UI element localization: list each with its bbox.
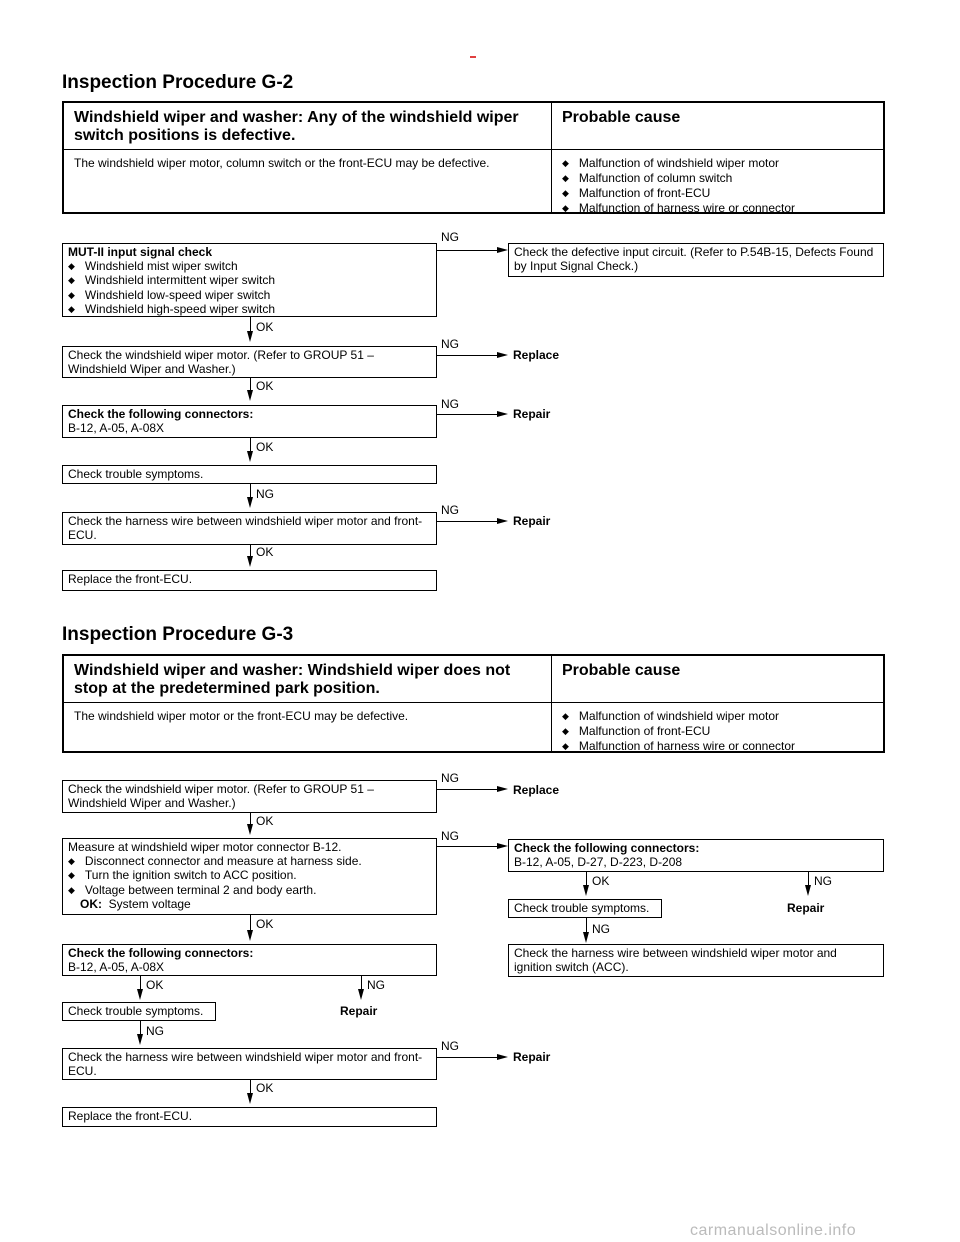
step-title: Check the following connectors: (68, 407, 254, 421)
cause-item: ◆ Malfunction of front-ECU (562, 724, 873, 739)
arrow-down-icon (583, 885, 589, 896)
step-title: MUT-II input signal check (68, 245, 213, 259)
g2-step-connectors (62, 405, 437, 438)
ok-criterion-label: OK: (80, 897, 102, 911)
arrow-down-icon (247, 451, 253, 462)
ng-label: NG (814, 874, 832, 888)
arrow-right-icon (497, 843, 508, 849)
g3-right-harness: Check the harness wire between windshield wiper motor and ignition switch (ACC). (508, 944, 884, 977)
ok-label: OK (256, 1081, 274, 1095)
action-repair: Repair (513, 407, 551, 421)
connector-line (250, 317, 251, 331)
g2-table (62, 101, 885, 214)
connector-line (437, 250, 497, 251)
g3-table (62, 654, 885, 753)
connector-line (250, 1080, 251, 1093)
action-replace: Replace (513, 348, 560, 362)
g3-right-trouble-symptoms: Check trouble symptoms. (508, 899, 662, 918)
ok-label: OK (256, 379, 274, 393)
action-repair: Repair (513, 1050, 551, 1064)
g3-symptom-header: Windshield wiper and washer: Windshield wiper does not stop at the predetermined park position. (64, 656, 552, 702)
ng-label: NG (592, 922, 610, 936)
g2-step-harness: Check the harness wire between windshield wiper motor and front-ECU. (62, 512, 437, 545)
check-item: ◆ Windshield low-speed wiper switch (68, 289, 431, 304)
ok-criterion-value: System voltage (108, 897, 191, 911)
step-title: Measure at windshield wiper motor connector B-12. (68, 840, 342, 854)
g3-cause-header: Probable cause (562, 662, 681, 679)
action-replace: Replace (513, 783, 560, 797)
section-title-g2: Inspection Procedure G-2 (62, 72, 294, 93)
cause-item: ◆ Malfunction of windshield wiper motor (562, 709, 873, 724)
arrow-down-icon (247, 497, 253, 508)
step-title: Check the following connectors: (68, 946, 254, 960)
g2-cause-header: Probable cause (562, 109, 681, 126)
connector-list: B-12, A-05, A-08X (68, 959, 165, 974)
connector-line (140, 1021, 141, 1034)
arrow-down-icon (247, 390, 253, 401)
ok-label: OK (146, 978, 164, 992)
header-mark (470, 56, 476, 58)
cause-item: ◆ Malfunction of windshield wiper motor (562, 156, 873, 171)
connector-line (586, 872, 587, 885)
ng-label: NG (441, 397, 459, 411)
arrow-down-icon (247, 556, 253, 567)
arrow-right-icon (497, 411, 508, 417)
arrow-down-icon (137, 1034, 143, 1045)
connector-list: B-12, A-05, D-27, D-223, D-208 (514, 854, 683, 869)
connector-line (250, 378, 251, 390)
ok-label: OK (256, 320, 274, 334)
ok-label: OK (256, 814, 274, 828)
g3-symptom-description: The windshield wiper motor or the front-ECU may be defective. (64, 703, 552, 753)
g3-step-wiper-motor: Check the windshield wiper motor. (Refer to GROUP 51 – Windshield Wiper and Washer.) (62, 780, 437, 813)
arrow-right-icon (497, 1054, 508, 1060)
check-item: ◆ Windshield high-speed wiper switch (68, 303, 431, 318)
cause-item: ◆ Malfunction of harness wire or connector (562, 739, 873, 754)
connector-line (361, 976, 362, 989)
ng-label: NG (441, 337, 459, 351)
check-item: ◆ Windshield mist wiper switch (68, 260, 431, 275)
ok-label: OK (256, 917, 274, 931)
g2-step-trouble-symptoms: Check trouble symptoms. (62, 465, 437, 484)
check-item: ◆ Disconnect connector and measure at harness side. (68, 855, 431, 870)
connector-line (437, 846, 497, 847)
arrow-down-icon (247, 824, 253, 835)
connector-line (586, 918, 587, 932)
ok-label: OK (592, 874, 610, 888)
connector-line (437, 521, 497, 522)
check-item: ◆ Windshield intermittent wiper switch (68, 274, 431, 289)
cause-item: ◆ Malfunction of column switch (562, 171, 873, 186)
g3-cause-list (552, 703, 883, 753)
g2-ng-input-circuit: Check the defective input circuit. (Refer to P.54B-15, Defects Found by Input Signal Check.) (508, 243, 884, 277)
g3-step-measure (62, 838, 437, 915)
arrow-right-icon (497, 518, 508, 524)
arrow-down-icon (247, 1093, 253, 1104)
g3-step-harness: Check the harness wire between windshield wiper motor and front-ECU. (62, 1048, 437, 1080)
arrow-right-icon (497, 247, 508, 253)
ng-label: NG (146, 1024, 164, 1038)
g2-symptom-description: The windshield wiper motor, column switch or the front-ECU may be defective. (64, 150, 552, 214)
cause-item: ◆ Malfunction of harness wire or connector (562, 201, 873, 216)
action-repair: Repair (513, 514, 551, 528)
connector-line (437, 355, 497, 356)
connector-line (140, 976, 141, 989)
ng-label: NG (441, 503, 459, 517)
g3-trouble-symptoms: Check trouble symptoms. (62, 1002, 216, 1021)
ng-label: NG (441, 1039, 459, 1053)
g2-cause-list (552, 150, 883, 214)
check-item: ◆ Voltage between terminal 2 and body earth. (68, 884, 431, 899)
connector-line (437, 789, 497, 790)
arrow-down-icon (247, 930, 253, 941)
g2-step-replace-ecu: Replace the front-ECU. (62, 570, 437, 591)
connector-line (250, 915, 251, 930)
section-title-g3: Inspection Procedure G-3 (62, 624, 294, 645)
arrow-right-icon (497, 352, 508, 358)
arrow-right-icon (497, 786, 508, 792)
arrow-down-icon (583, 932, 589, 943)
ng-label: NG (441, 771, 459, 785)
ok-label: OK (256, 545, 274, 559)
arrow-down-icon (137, 989, 143, 1000)
g3-step-connectors (62, 944, 437, 976)
g3-step-replace-ecu: Replace the front-ECU. (62, 1107, 437, 1127)
g3-right-connectors (508, 839, 884, 872)
ng-label: NG (441, 829, 459, 843)
connector-line (250, 545, 251, 556)
ng-label: NG (256, 487, 274, 501)
arrow-down-icon (247, 331, 253, 342)
connector-list: B-12, A-05, A-08X (68, 420, 165, 435)
connector-line (808, 872, 809, 885)
action-repair: Repair (340, 1004, 378, 1018)
ng-label: NG (367, 978, 385, 992)
check-item: ◆ Turn the ignition switch to ACC position. (68, 869, 431, 884)
connector-line (437, 414, 497, 415)
connector-line (250, 484, 251, 497)
watermark: carmanualsonline.info (690, 1222, 857, 1239)
g2-step-wiper-motor: Check the windshield wiper motor. (Refer to GROUP 51 – Windshield Wiper and Washer.) (62, 346, 437, 378)
ng-label: NG (441, 230, 459, 244)
connector-line (250, 438, 251, 451)
connector-line (437, 1057, 497, 1058)
connector-line (250, 813, 251, 824)
ok-label: OK (256, 440, 274, 454)
g2-symptom-header: Windshield wiper and washer: Any of the windshield wiper switch positions is defective. (64, 103, 552, 149)
arrow-down-icon (358, 989, 364, 1000)
arrow-down-icon (805, 885, 811, 896)
g2-step-input-check (62, 243, 437, 317)
cause-item: ◆ Malfunction of front-ECU (562, 186, 873, 201)
step-title: Check the following connectors: (514, 841, 700, 855)
action-repair: Repair (787, 901, 825, 915)
